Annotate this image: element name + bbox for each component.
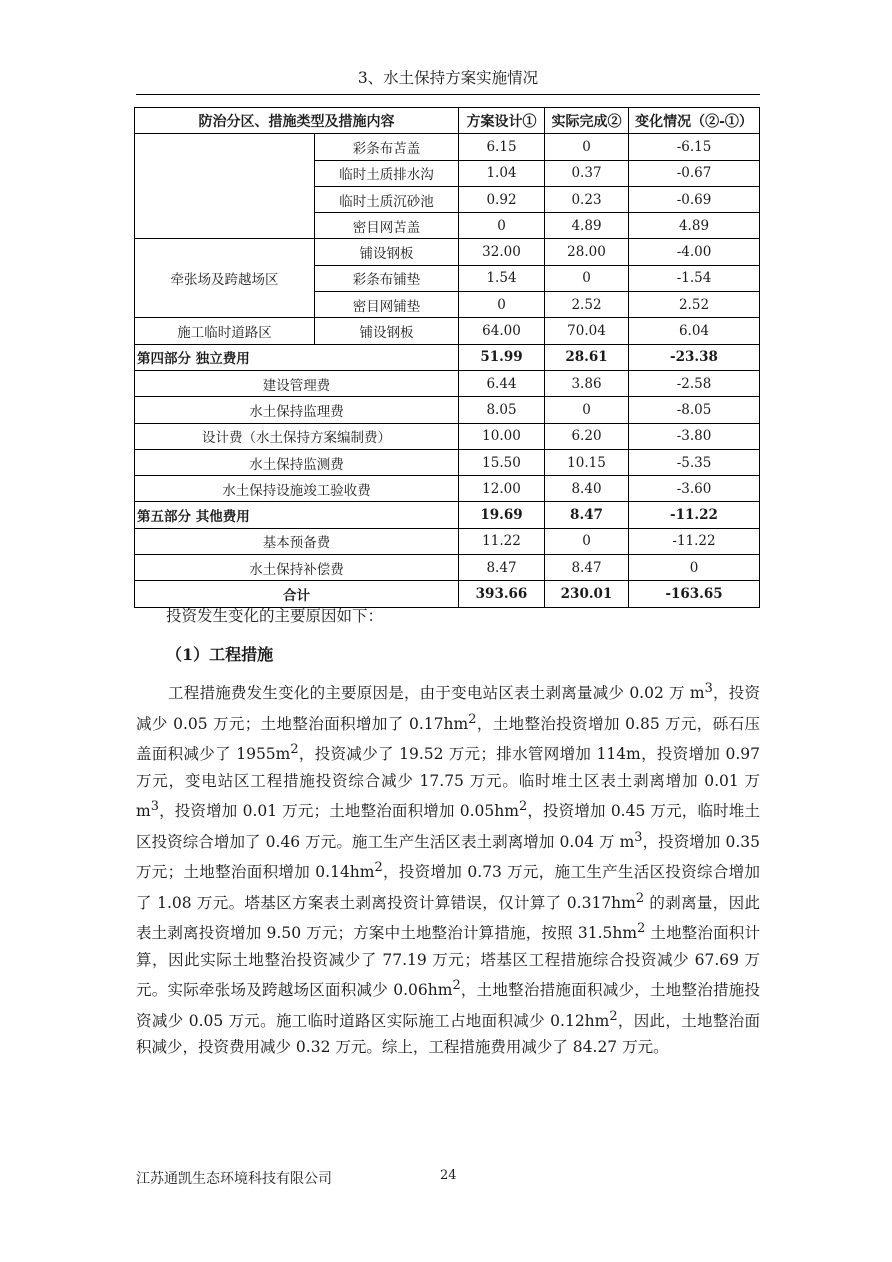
actual-cell: 8.47 [545,502,629,528]
design-cell: 1.04 [459,160,545,186]
actual-cell: 28.61 [545,344,629,370]
superscript: 2 [609,1008,618,1024]
design-cell: 10.00 [459,423,545,449]
zone-cell: 施工临时道路区 [135,318,315,344]
table-row [135,397,760,423]
text-run: ，投资增加 0.35 万元；土地整治面积增加 0.14hm [136,832,760,882]
design-cell: 32.00 [459,239,545,265]
measure-cell: 铺设钢板 [315,318,459,344]
change-cell: -3.60 [629,476,760,502]
intro-text: 投资发生变化的主要原因如下： [166,607,384,625]
table-row [135,134,760,160]
change-cell: -1.54 [629,265,760,291]
text-run: ，投资增加 0.73 万元，施工生产生活区投资综合增加了 1.08 万元。塔基区方案表土剥离投资计算错误，仅计算了 0.317hm [136,863,760,912]
text-run: ，投资减少了 19.52 万元；排水管网增加 114m，投资增加 0.97 万元，变电站区工程措施投资综合减少 17.75 万元。临时堆土区表土剥离增加 0.01 万 m [136,745,760,821]
change-cell: -11.22 [629,502,760,528]
design-cell: 19.69 [459,502,545,528]
actual-cell: 6.20 [545,423,629,449]
table-row [135,370,760,396]
superscript: 3 [634,829,643,845]
item-label: 设计费（水土保持方案编制费） [135,423,459,449]
total-label: 合计 [135,581,459,607]
measure-cell: 临时土质沉砂池 [315,186,459,212]
design-cell: 12.00 [459,476,545,502]
superscript: 2 [637,921,646,937]
actual-cell: 8.40 [545,476,629,502]
text-run: ，投资增加 0.45 万元，临时堆土区投资综合增加了 0.46 万元。施工生产生活区表土剥离增加 0.04 万 m [136,802,760,851]
table-row [135,476,760,502]
actual-cell: 70.04 [545,318,629,344]
actual-cell: 0 [545,397,629,423]
actual-cell: 10.15 [545,449,629,475]
change-cell: 2.52 [629,292,760,318]
actual-cell: 4.89 [545,213,629,239]
actual-cell: 0.23 [545,186,629,212]
actual-cell: 8.47 [545,555,629,581]
table-row [135,528,760,554]
measure-cell: 密目网铺垫 [315,292,459,318]
item-label: 基本预备费 [135,528,459,554]
superscript: 2 [374,860,383,876]
actual-cell: 0 [545,528,629,554]
section-row [135,502,760,528]
header-change: 变化情况（②-①） [629,108,760,134]
measure-cell: 铺设钢板 [315,239,459,265]
design-cell: 6.44 [459,370,545,396]
text-run: 工程措施费发生变化的主要原因是，由于变电站区表土剥离量减少 0.02 万 m [168,684,705,703]
header-design: 方案设计① [459,108,545,134]
change-cell: -5.35 [629,449,760,475]
change-cell: 0 [629,555,760,581]
design-cell: 0 [459,213,545,239]
header-actual: 实际完成② [545,108,629,134]
change-cell: -3.80 [629,423,760,449]
design-cell: 51.99 [459,344,545,370]
superscript: 2 [518,799,528,815]
header-category: 防治分区、措施类型及措施内容 [135,108,459,134]
measure-cell: 彩条布铺垫 [315,265,459,291]
design-cell: 0 [459,292,545,318]
section-heading: （1）工程措施 [166,645,274,664]
table-row [135,239,760,265]
change-cell: -2.58 [629,370,760,396]
superscript: 2 [468,711,477,727]
zone-cell [135,134,315,239]
text-run: ，因此，土地整治面积减少，投资费用减少 0.32 万元。综上，工程措施费用减少了 84.27 万元。 [136,1012,760,1057]
superscript: 2 [635,890,645,906]
table-row [135,318,760,344]
body-paragraph [136,676,760,1061]
actual-cell: 0 [545,265,629,291]
zone-cell: 牵张场及跨越场区 [135,239,315,318]
actual-cell: 0.37 [545,160,629,186]
text-run: ，土地整治投资增加 0.85 万元，砾石压盖面积减少了 1955m [136,714,760,764]
actual-cell: 230.01 [545,581,629,607]
design-cell: 8.05 [459,397,545,423]
measure-cell: 彩条布苫盖 [315,134,459,160]
design-cell: 8.47 [459,555,545,581]
change-cell: -0.67 [629,160,760,186]
actual-cell: 28.00 [545,239,629,265]
change-cell: -4.00 [629,239,760,265]
table-row [135,449,760,475]
design-cell: 1.54 [459,265,545,291]
design-cell: 393.66 [459,581,545,607]
design-cell: 6.15 [459,134,545,160]
page-header: 3、水土保持方案实施情况 [136,66,760,95]
item-label: 水土保持监理费 [135,397,459,423]
table-row [135,423,760,449]
superscript: 2 [452,978,461,994]
page-number: 24 [440,1168,457,1183]
text-run: 土地整治面积计算，因此实际土地整治投资减少了 77.19 万元；塔基区工程措施综合投资减少 67.69 万元。实际牵张场及跨越场区面积减少 0.06hm [136,924,760,1000]
design-cell: 15.50 [459,449,545,475]
item-label: 水土保持设施竣工验收费 [135,476,459,502]
table-header-row [135,108,760,134]
change-cell: -11.22 [629,528,760,554]
design-cell: 11.22 [459,528,545,554]
design-cell: 64.00 [459,318,545,344]
item-label: 建设管理费 [135,370,459,396]
text-run: 的剥离量，因此表土剥离投资增加 9.50 万元；方案中土地整治计算措施，按照 31.5hm [136,893,760,943]
measure-cell: 临时土质排水沟 [315,160,459,186]
design-cell: 0.92 [459,186,545,212]
text-run: ，投资增加 0.01 万元；土地整治面积增加 0.05hm [158,802,519,821]
footer-company: 江苏通凯生态环境科技有限公司 [136,1171,332,1187]
item-label: 水土保持补偿费 [135,555,459,581]
change-cell: -163.65 [629,581,760,607]
change-cell: 4.89 [629,213,760,239]
actual-cell: 0 [545,134,629,160]
superscript: 3 [150,799,159,815]
text-run: ，投资减少 0.05 万元；土地整治面积增加了 0.17hm [136,684,760,733]
cost-table [134,107,760,608]
actual-cell: 3.86 [545,370,629,396]
change-cell: -8.05 [629,397,760,423]
superscript: 3 [704,681,713,696]
text-run: ，土地整治措施面积减少，土地整治措施投资减少 0.05 万元。施工临时道路区实际施工占地面积减少 0.12hm [136,981,760,1031]
actual-cell: 2.52 [545,292,629,318]
table-row [135,555,760,581]
change-cell: 6.04 [629,318,760,344]
change-cell: -6.15 [629,134,760,160]
measure-cell: 密目网苫盖 [315,213,459,239]
section-label: 第五部分 其他费用 [135,502,459,528]
change-cell: -23.38 [629,344,760,370]
section-label: 第四部分 独立费用 [135,344,459,370]
superscript: 2 [290,742,299,758]
change-cell: -0.69 [629,186,760,212]
section-row [135,344,760,370]
item-label: 水土保持监测费 [135,449,459,475]
